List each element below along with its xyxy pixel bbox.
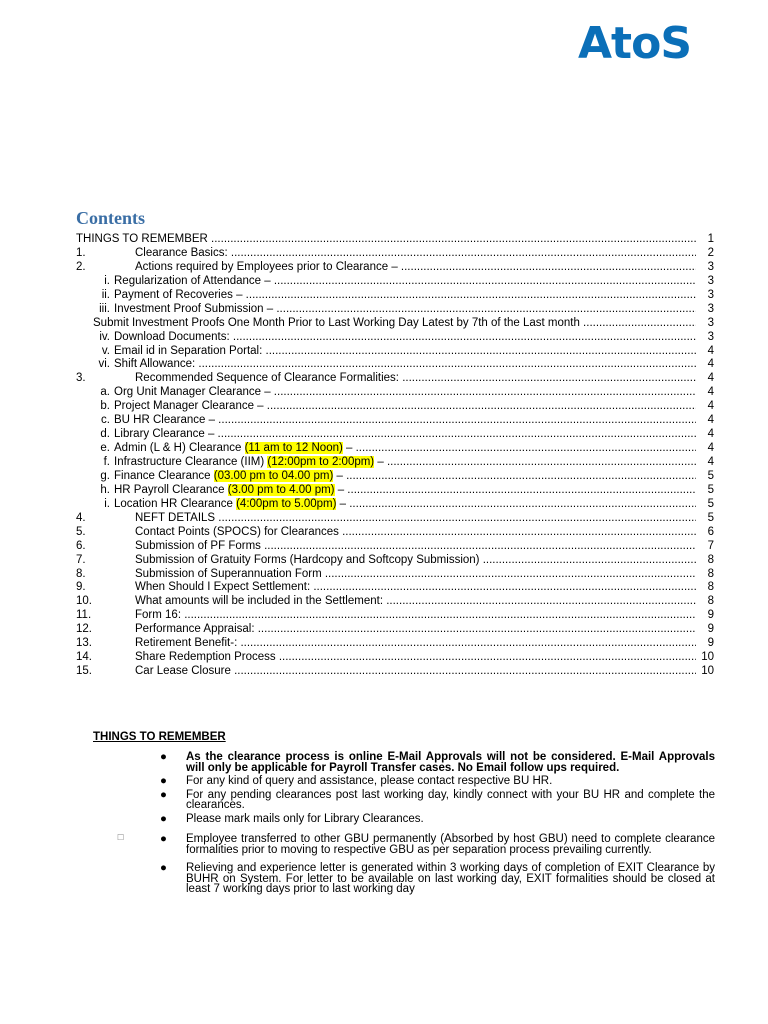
toc-entry-suffix: – bbox=[342, 442, 353, 455]
toc-entry-time-highlight: (3.00 pm to 4.00 pm) bbox=[227, 483, 335, 496]
toc-entry-time-highlight: (11 am to 12 Noon) bbox=[244, 442, 343, 455]
toc-entry-title bbox=[114, 274, 696, 288]
toc-entry-page-number: 10 bbox=[701, 665, 714, 678]
toc-entry-number: 15. bbox=[76, 665, 92, 678]
bullet-item bbox=[160, 790, 715, 811]
toc-entry[interactable] bbox=[76, 316, 714, 330]
toc-entry[interactable] bbox=[76, 246, 714, 260]
toc-entry-text: Share Redemption Process bbox=[135, 651, 276, 664]
toc-entry[interactable] bbox=[76, 357, 714, 371]
toc-entry[interactable] bbox=[76, 497, 714, 511]
toc-entry-number: d. bbox=[100, 428, 110, 441]
toc-entry-title bbox=[135, 622, 696, 636]
toc-entry-page-number: 10 bbox=[701, 651, 714, 664]
bullet-dot-icon: ● bbox=[160, 775, 167, 787]
toc-entry-number: iv. bbox=[99, 330, 110, 343]
toc-entry-text: What amounts will be included in the Settlement: bbox=[135, 595, 384, 608]
bullet-text: Relieving and experience letter is generated within 3 working days of completion of EXIT Clearance by BUHR on System. For letter to be available on last working day, EXIT formalities should be closed at least 7 working days prior to last working day bbox=[186, 862, 715, 895]
toc-entry-suffix: – bbox=[333, 469, 343, 482]
toc-entry-text: Investment Proof Submission – bbox=[114, 302, 274, 315]
toc-entry-title bbox=[114, 357, 696, 371]
toc-entry[interactable] bbox=[76, 413, 714, 427]
toc-entry-page-number: 4 bbox=[700, 441, 714, 455]
toc-entry-number: 14. bbox=[76, 651, 92, 664]
bullet-dot-icon: ● bbox=[160, 812, 167, 825]
toc-entry-title bbox=[135, 664, 696, 678]
toc-entry[interactable] bbox=[76, 260, 714, 274]
toc-entry[interactable] bbox=[76, 483, 714, 497]
toc-entry-number: 6. bbox=[76, 539, 86, 552]
toc-entry-title bbox=[135, 525, 696, 539]
toc-entry-text: Project Manager Clearance – bbox=[114, 400, 264, 413]
toc-entry-title bbox=[114, 455, 696, 469]
toc-entry-page-number: 8 bbox=[700, 594, 714, 608]
toc-entry[interactable] bbox=[76, 622, 714, 636]
toc-entry[interactable] bbox=[76, 288, 714, 302]
toc-entry-title bbox=[135, 539, 696, 553]
toc-entry[interactable] bbox=[76, 371, 714, 385]
toc-entry-number: 10. bbox=[76, 595, 92, 608]
toc-entry-number: iii. bbox=[99, 302, 110, 315]
toc-entry-page-number: 3 bbox=[700, 316, 714, 330]
toc-entry-text: Clearance Basics: bbox=[135, 246, 228, 259]
toc-entry-text: Car Lease Closure bbox=[135, 665, 231, 678]
bullet-text: For any pending clearances post last working day, kindly connect with your BU HR and complete the clearances. bbox=[186, 788, 715, 811]
toc-entry-text: Recommended Sequence of Clearance Formalities: bbox=[135, 372, 399, 385]
toc-entry-time-highlight: (4:00pm to 5.00pm) bbox=[236, 497, 337, 510]
table-of-contents bbox=[76, 232, 714, 678]
bullet-item bbox=[160, 863, 715, 895]
toc-entry[interactable] bbox=[76, 580, 714, 594]
bullet-item bbox=[160, 752, 715, 773]
toc-entry-number: i. bbox=[104, 497, 110, 510]
toc-entry-text: Submission of Superannuation Form bbox=[135, 567, 322, 580]
toc-entry-page-number: 8 bbox=[700, 580, 714, 594]
bullet-text: For any kind of query and assistance, please contact respective BU HR. bbox=[186, 775, 553, 787]
toc-entry-title bbox=[114, 413, 696, 427]
toc-entry-page-number: 9 bbox=[700, 608, 714, 622]
toc-entry-title bbox=[135, 567, 696, 581]
toc-entry-time-highlight: (12:00pm to 2:00pm) bbox=[267, 456, 375, 468]
toc-entry-time-highlight: (03.00 pm to 04.00 pm) bbox=[213, 469, 334, 482]
toc-entry-title bbox=[114, 330, 696, 344]
toc-entry[interactable] bbox=[76, 441, 714, 455]
toc-entry-page-number: 4 bbox=[700, 357, 714, 371]
toc-entry-number: 11. bbox=[76, 609, 92, 622]
toc-entry-text: HR Payroll Clearance bbox=[114, 483, 228, 496]
toc-entry-page-number: 5 bbox=[700, 511, 714, 525]
toc-entry-suffix: – bbox=[374, 456, 384, 468]
toc-entry-page-number: 4 bbox=[700, 455, 714, 469]
toc-entry-text: Org Unit Manager Clearance – bbox=[114, 386, 271, 399]
toc-entry-number: 12. bbox=[76, 623, 92, 636]
toc-entry-page-number: 3 bbox=[700, 330, 714, 344]
toc-entry-title bbox=[135, 608, 696, 622]
toc-entry-number: 2. bbox=[76, 260, 86, 273]
toc-entry[interactable] bbox=[76, 469, 714, 483]
toc-entry-page-number: 2 bbox=[700, 246, 714, 260]
toc-entry-text: Email id in Separation Portal: bbox=[114, 344, 263, 357]
toc-entry-page-number: 5 bbox=[700, 497, 714, 511]
toc-entry-page-number: 4 bbox=[700, 427, 714, 441]
toc-entry-number: b. bbox=[100, 400, 110, 413]
bullet-text: As the clearance process is online E-Mail Approvals will not be considered. E-Mail Approvals will only be applicable for Payroll Transfer cases. No Email follow ups required. bbox=[186, 751, 715, 774]
toc-entry[interactable] bbox=[76, 302, 714, 316]
toc-entry-text: Admin (L & H) Clearance bbox=[114, 442, 245, 455]
toc-entry-text: BU HR Clearance – bbox=[114, 414, 215, 427]
toc-entry-text: Location HR Clearance bbox=[114, 497, 237, 510]
toc-entry[interactable] bbox=[76, 664, 714, 678]
toc-entry-number: 3. bbox=[76, 372, 86, 385]
toc-entry-title bbox=[135, 371, 696, 385]
toc-entry-title bbox=[93, 316, 696, 330]
toc-entry[interactable] bbox=[76, 455, 714, 469]
toc-entry[interactable] bbox=[76, 344, 714, 358]
toc-entry-page-number: 3 bbox=[700, 288, 714, 302]
toc-entry-title bbox=[135, 511, 696, 525]
toc-entry-title bbox=[114, 441, 696, 455]
margin-mark-icon: ☐ bbox=[117, 833, 125, 842]
toc-entry-number: g. bbox=[100, 469, 110, 482]
toc-entry-text: THINGS TO REMEMBER bbox=[76, 233, 208, 245]
toc-entry-number: 4. bbox=[76, 511, 86, 524]
toc-entry-number: vi. bbox=[98, 358, 110, 371]
toc-entry-number: a. bbox=[100, 386, 110, 399]
toc-entry-text: Performance Appraisal: bbox=[135, 623, 255, 636]
toc-entry-page-number: 5 bbox=[700, 483, 714, 497]
toc-entry-title bbox=[114, 399, 696, 413]
atos-logo: AtoS bbox=[578, 18, 692, 69]
toc-entry[interactable] bbox=[76, 650, 714, 664]
toc-entry-number: 13. bbox=[76, 637, 92, 650]
toc-entry[interactable] bbox=[76, 274, 714, 288]
toc-entry-number: c. bbox=[101, 414, 110, 427]
toc-entry-text: Actions required by Employees prior to Clearance – bbox=[135, 260, 398, 273]
toc-entry-title bbox=[114, 302, 696, 316]
toc-entry-text: NEFT DETAILS bbox=[135, 511, 216, 524]
bullet-item bbox=[160, 814, 715, 825]
toc-entry-text: When Should I Expect Settlement: bbox=[135, 581, 311, 594]
toc-entry[interactable] bbox=[76, 385, 714, 399]
toc-entry-text: Retirement Benefit-: bbox=[135, 637, 238, 650]
toc-entry-page-number: 5 bbox=[700, 469, 714, 483]
toc-entry-number: i. bbox=[104, 274, 110, 287]
toc-entry-page-number: 3 bbox=[700, 302, 714, 316]
toc-entry-page-number: 7 bbox=[700, 539, 714, 553]
toc-entry[interactable] bbox=[76, 399, 714, 413]
toc-entry-text: Shift Allowance: bbox=[114, 358, 196, 371]
toc-entry-number: 5. bbox=[76, 525, 86, 538]
toc-entry-number: 7. bbox=[76, 553, 86, 566]
toc-entry-number: e. bbox=[100, 442, 110, 455]
toc-entry-title bbox=[114, 385, 696, 399]
toc-entry-number: h. bbox=[100, 483, 110, 496]
toc-entry-text: Form 16: bbox=[135, 609, 182, 622]
bullet-item bbox=[160, 776, 715, 787]
toc-entry-suffix: – bbox=[336, 497, 347, 510]
toc-entry-title bbox=[114, 344, 696, 358]
toc-entry[interactable] bbox=[76, 511, 714, 525]
toc-entry-text: Finance Clearance bbox=[114, 469, 214, 482]
toc-entry-title bbox=[114, 497, 696, 511]
toc-entry-text: Submission of Gratuity Forms (Hardcopy and Softcopy Submission) bbox=[135, 553, 480, 566]
toc-entry-page-number: 4 bbox=[700, 385, 714, 399]
toc-entry-text: Regularization of Attendance – bbox=[114, 274, 271, 287]
toc-entry-page-number: 9 bbox=[700, 622, 714, 636]
toc-entry[interactable] bbox=[76, 608, 714, 622]
toc-entry-suffix: – bbox=[334, 483, 345, 496]
toc-entry-text: Submission of PF Forms bbox=[135, 539, 261, 552]
toc-entry-title bbox=[135, 553, 696, 567]
toc-entry-title bbox=[114, 483, 696, 497]
toc-entry-page-number: 4 bbox=[700, 399, 714, 413]
toc-entry-text: Contact Points (SPOCS) for Clearances bbox=[135, 525, 339, 538]
toc-entry-page-number: 8 bbox=[700, 553, 714, 567]
toc-entry-text: Payment of Recoveries – bbox=[114, 288, 243, 301]
toc-entry[interactable] bbox=[76, 553, 714, 567]
toc-entry-page-number: 4 bbox=[700, 344, 714, 358]
bullet-dot-icon: ● bbox=[160, 751, 167, 763]
toc-entry-page-number: 3 bbox=[700, 274, 714, 288]
toc-entry-page-number: 4 bbox=[700, 371, 714, 385]
toc-entry-page-number: 9 bbox=[700, 636, 714, 650]
toc-entry-title bbox=[135, 594, 696, 608]
toc-entry-title bbox=[114, 469, 696, 483]
toc-entry-title bbox=[114, 288, 696, 302]
toc-entry-title bbox=[114, 427, 696, 441]
toc-entry-title bbox=[76, 232, 696, 246]
toc-entry[interactable] bbox=[76, 232, 714, 246]
toc-entry-title bbox=[135, 650, 696, 664]
toc-entry-number: 9. bbox=[76, 581, 86, 594]
toc-entry-title bbox=[135, 580, 696, 594]
bullet-text: Please mark mails only for Library Clearances. bbox=[186, 812, 424, 825]
toc-entry-title bbox=[135, 246, 696, 260]
toc-entry[interactable] bbox=[76, 567, 714, 581]
toc-entry[interactable] bbox=[76, 525, 714, 539]
toc-entry-number: 8. bbox=[76, 567, 86, 580]
toc-entry-number: v. bbox=[101, 344, 110, 357]
toc-entry-number: f. bbox=[103, 456, 110, 468]
toc-entry[interactable] bbox=[76, 539, 714, 553]
bullet-dot-icon: ● bbox=[160, 833, 167, 845]
toc-entry-page-number: 8 bbox=[700, 567, 714, 581]
toc-entry-text: Library Clearance – bbox=[114, 428, 215, 441]
toc-entry-page-number: 1 bbox=[700, 232, 714, 246]
toc-entry-page-number: 4 bbox=[700, 413, 714, 427]
toc-entry[interactable] bbox=[76, 330, 714, 344]
toc-entry-text: Submit Investment Proofs One Month Prior to Last Working Day Latest by 7th of the Last month bbox=[93, 316, 580, 329]
toc-entry-title bbox=[135, 636, 696, 650]
things-to-remember-list bbox=[160, 752, 715, 898]
bullet-item bbox=[160, 834, 715, 855]
toc-entry-page-number: 6 bbox=[700, 525, 714, 539]
bullet-dot-icon: ● bbox=[160, 788, 167, 801]
toc-entry[interactable] bbox=[76, 427, 714, 441]
things-to-remember-heading: THINGS TO REMEMBER bbox=[93, 731, 226, 743]
toc-entry-number: 1. bbox=[76, 246, 86, 259]
toc-entry[interactable] bbox=[76, 636, 714, 650]
bullet-dot-icon: ● bbox=[160, 862, 167, 874]
contents-title: Contents bbox=[76, 208, 146, 228]
toc-entry-title bbox=[135, 260, 696, 274]
toc-entry-number: ii. bbox=[101, 288, 110, 301]
toc-entry-page-number: 3 bbox=[700, 260, 714, 274]
toc-entry[interactable] bbox=[76, 594, 714, 608]
toc-entry-text: Download Documents: bbox=[114, 330, 230, 343]
toc-entry-text: Infrastructure Clearance (IIM) bbox=[114, 456, 268, 468]
bullet-text: Employee transferred to other GBU permanently (Absorbed by host GBU) need to complete clearance formalities prior to moving to respective GBU as per separation process prevailing currently. bbox=[186, 833, 715, 856]
